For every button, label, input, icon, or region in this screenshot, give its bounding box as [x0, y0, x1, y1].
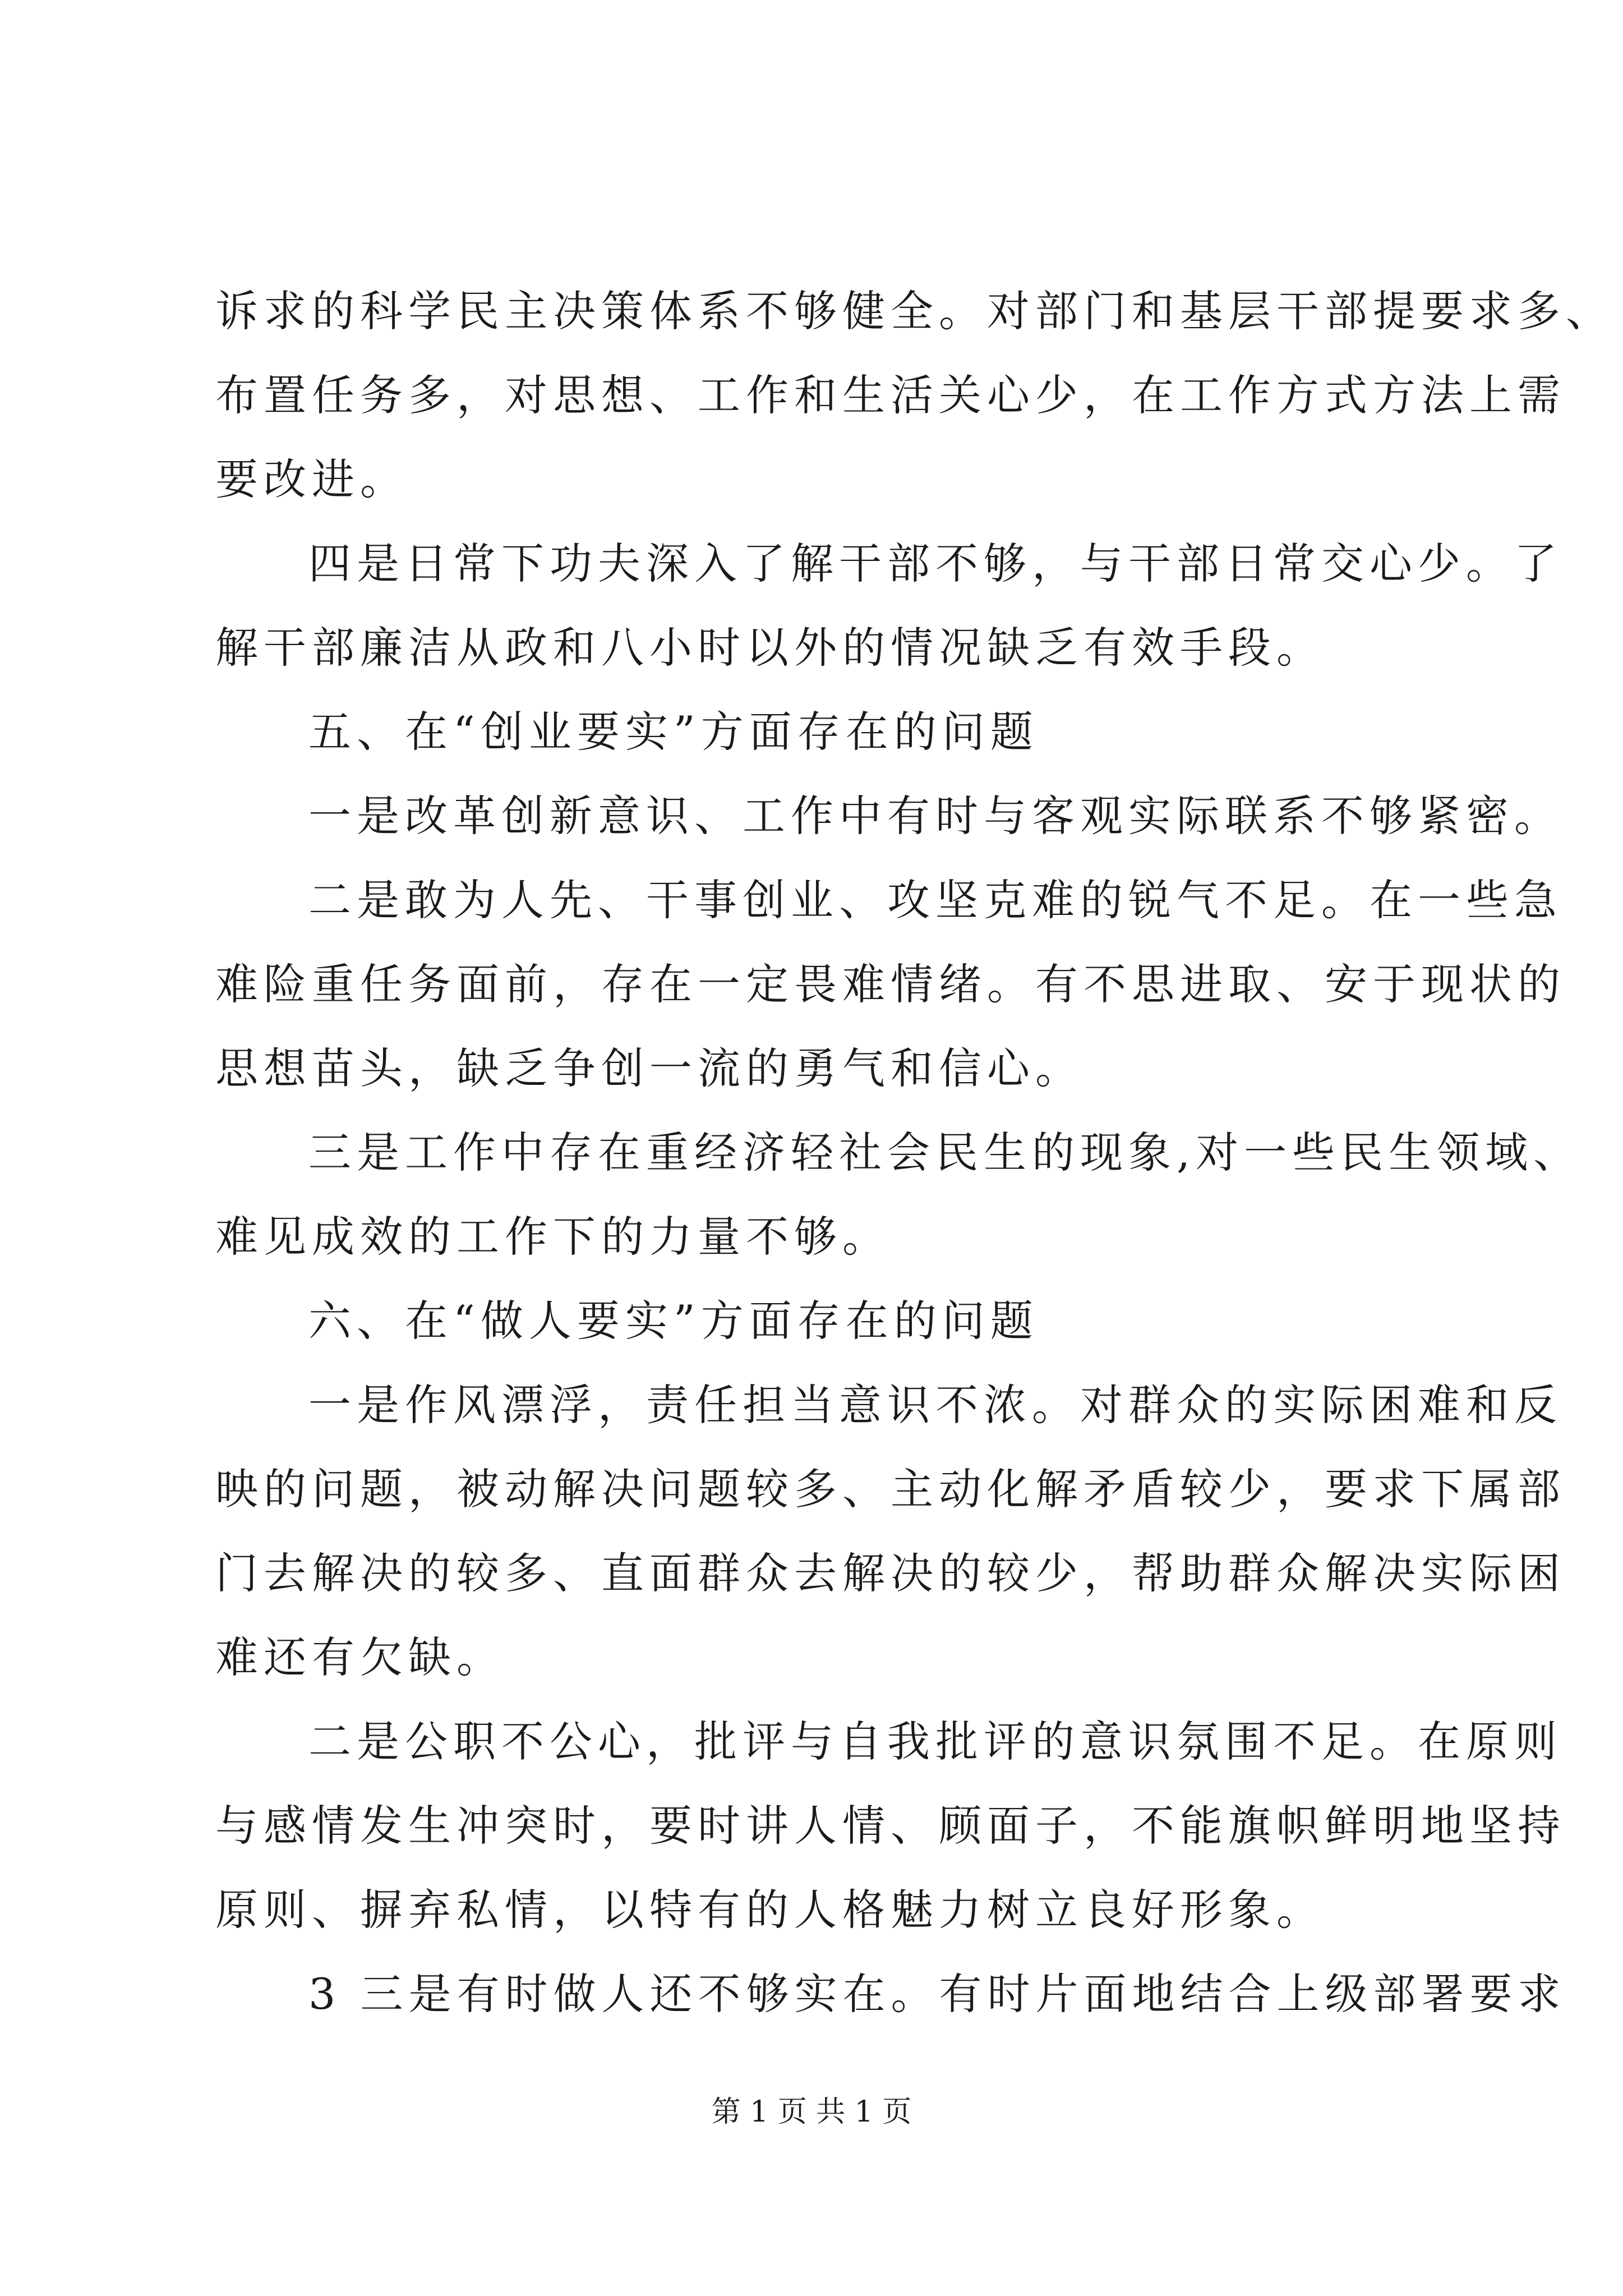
text-line: 门去解决的较多、直面群众去解决的较少，帮助群众解决实际困 — [215, 1548, 1566, 1598]
text-line: 四是日常下功夫深入了解干部不够，与干部日常交心少。了 — [308, 539, 1562, 588]
section-heading: 五、在“创业要实”方面存在的问题 — [308, 707, 1039, 757]
text-line: 映的问题，被动解决问题较多、主动化解矛盾较少，要求下属部 — [215, 1464, 1566, 1514]
text-line: 思想苗头，缺乏争创一流的勇气和信心。 — [215, 1043, 1083, 1093]
text-line: 三是工作中存在重经济轻社会民生的现象,对一些民生领域、 — [308, 1128, 1582, 1177]
page-number-label: 第 1 页 共 1 页 — [711, 2095, 912, 2129]
text-line: 解干部廉洁从政和八小时以外的情况缺乏有效手段。 — [215, 623, 1325, 673]
text-line: 布置任务多，对思想、工作和生活关心少，在工作方式方法上需 — [215, 370, 1566, 420]
document-body — [215, 269, 1614, 2036]
text-line: 要改进。 — [215, 454, 408, 504]
text-line: 3 三是有时做人还不够实在。有时片面地结合上级部署要求 — [308, 1969, 1566, 2019]
section-heading: 六、在“做人要实”方面存在的问题 — [308, 1296, 1039, 1346]
text-line: 一是作风漂浮，责任担当意识不浓。对群众的实际困难和反 — [308, 1380, 1562, 1430]
text-line: 难见成效的工作下的力量不够。 — [215, 1212, 891, 1262]
page-footer — [0, 2090, 1623, 2134]
text-line: 难险重任务面前，存在一定畏难情绪。有不思进取、安于现状的 — [215, 959, 1566, 1009]
text-line: 诉求的科学民主决策体系不够健全。对部门和基层干部提要求多、 — [215, 286, 1614, 336]
text-line: 难还有欠缺。 — [215, 1632, 505, 1682]
text-line: 二是敢为人先、干事创业、攻坚克难的锐气不足。在一些急 — [308, 875, 1562, 925]
text-line: 一是改革创新意识、工作中有时与客观实际联系不够紧密。 — [308, 791, 1562, 841]
text-line: 与感情发生冲突时，要时讲人情、顾面子，不能旗帜鲜明地坚持 — [215, 1801, 1566, 1851]
text-line: 二是公职不公心，批评与自我批评的意识氛围不足。在原则 — [308, 1717, 1562, 1766]
text-line: 原则、摒弃私情，以特有的人格魅力树立良好形象。 — [215, 1885, 1325, 1935]
